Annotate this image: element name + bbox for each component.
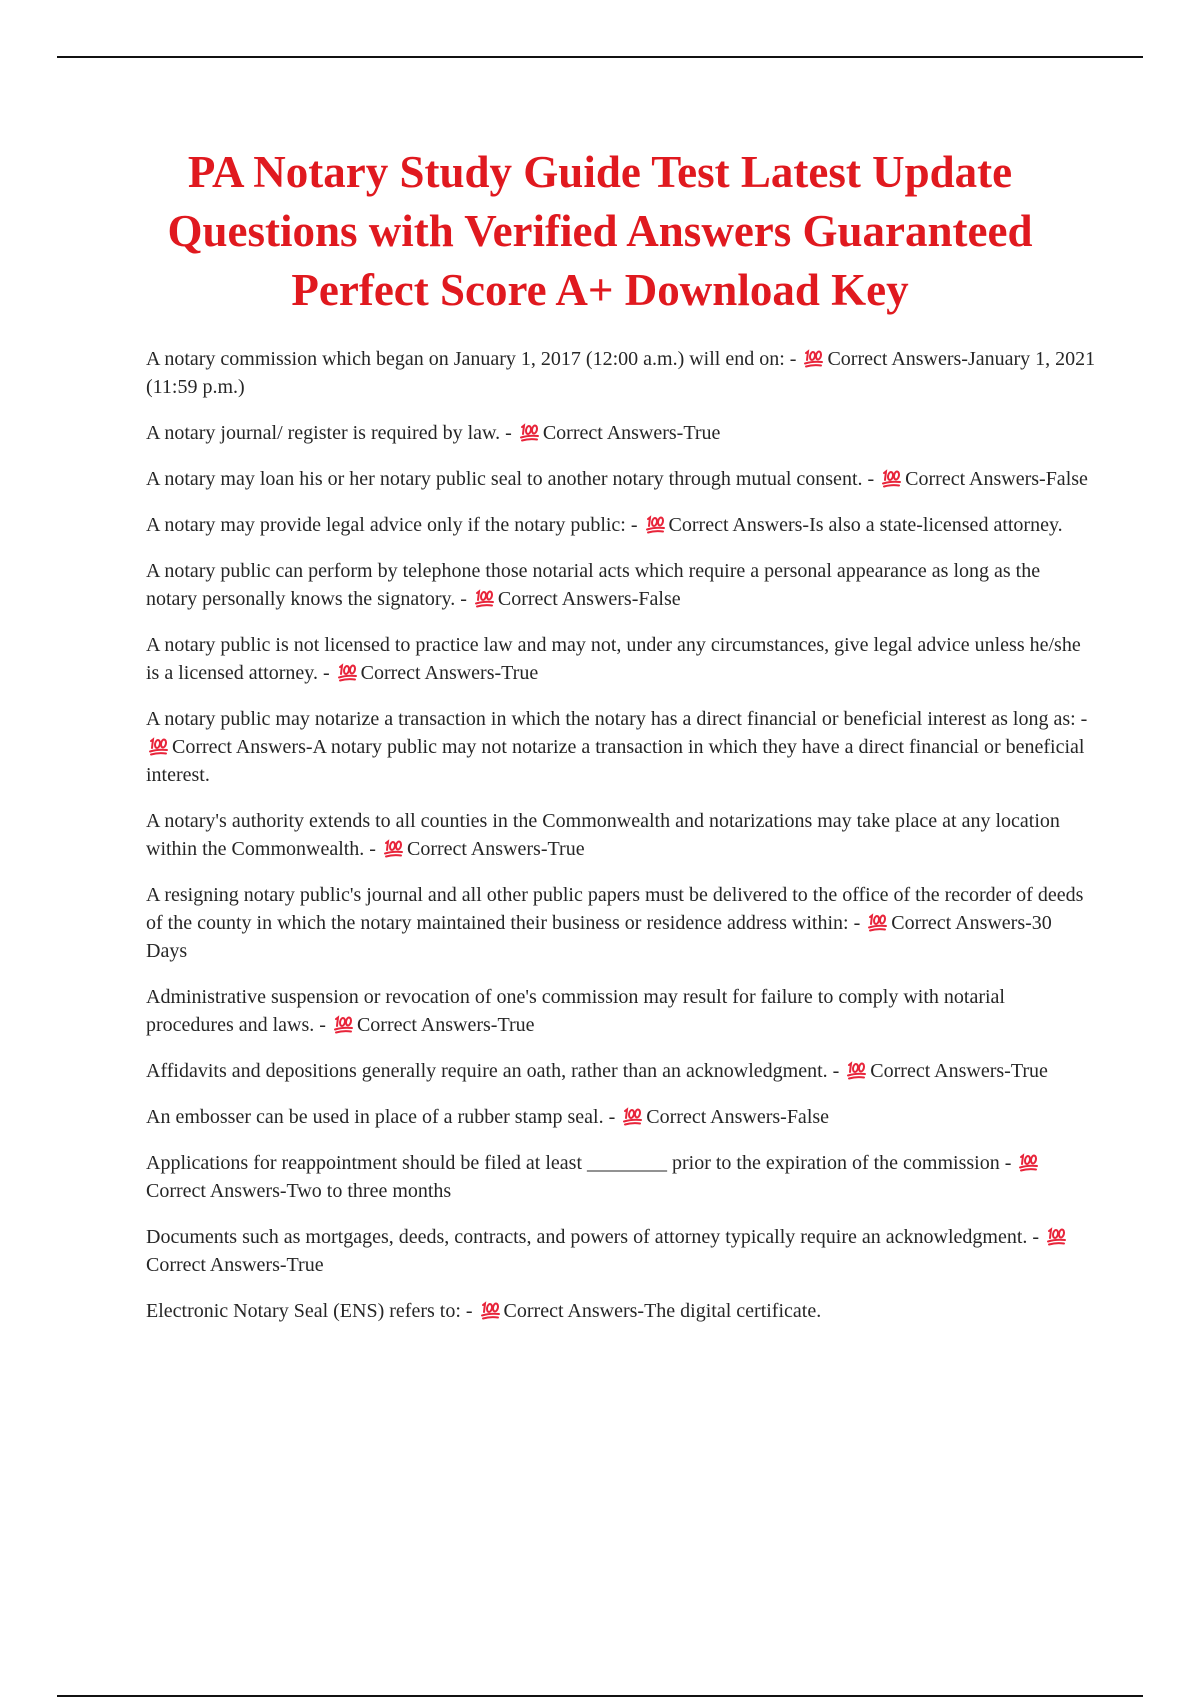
question-text: A notary public is not licensed to practice law and may not, under any circumstances, give legal advice unless he/she is a licensed attorney. - [146,634,1081,684]
list-item [146,1223,1096,1279]
question-answer-list [146,345,1096,1343]
answer-prefix: Correct Answers- [827,348,968,370]
question-text: A resigning notary public's journal and all other public papers must be delivered to the office of the recorder of deeds of the county in which the notary maintained their business or residence address within: - [146,884,1084,934]
list-item [146,419,1096,447]
hundred-points-icon [519,422,540,442]
hundred-points-icon [148,736,169,756]
list-item [146,705,1096,789]
hundred-points-icon [1046,1226,1067,1246]
hundred-points-icon [337,662,358,682]
answer-text: 30 Days [146,912,1052,962]
question-text: A notary public can perform by telephone those notarial acts which require a personal appearance as long as the notary personally knows the signatory. - [146,560,1041,610]
bottom-rule [57,1695,1143,1697]
question-text: Electronic Notary Seal (ENS) refers to: - [146,1300,473,1322]
answer-prefix: Correct Answers- [503,1300,645,1322]
answer-text: True [501,662,539,684]
hundred-points-icon [846,1060,867,1080]
answer-prefix: Correct Answers- [360,662,502,684]
list-item [146,345,1096,401]
hundred-points-icon [803,348,824,368]
list-item [146,983,1096,1039]
answer-prefix: Correct Answers- [406,838,548,860]
answer-text: True [547,838,585,860]
answer-prefix: Correct Answers- [891,912,1032,934]
list-item [146,557,1096,613]
answer-prefix: Correct Answers- [497,588,639,610]
hundred-points-icon [645,514,666,534]
question-text: A notary's authority extends to all counties in the Commonwealth and notarizations may take place at any location within the Commonwealth. - [146,810,1060,860]
question-text: An embosser can be used in place of a rubber stamp seal. - [146,1106,616,1128]
answer-prefix: Correct Answers- [356,1014,498,1036]
list-item [146,807,1096,863]
answer-text: January 1, 2021 (11:59 p.m.) [146,348,1096,398]
answer-text: False [786,1106,830,1128]
answer-text: Two to three months [286,1180,452,1202]
answer-text: A notary public may not notarize a transaction in which they have a direct financial or beneficial interest. [146,736,1085,786]
hundred-points-icon [622,1106,643,1126]
list-item [146,511,1096,539]
question-text: A notary commission which began on January 1, 2017 (12:00 a.m.) will end on: - [146,348,797,370]
answer-text: True [683,422,721,444]
question-text: Documents such as mortgages, deeds, contracts, and powers of attorney typically require an acknowledgment. - [146,1226,1040,1248]
answer-prefix: Correct Answers- [870,1060,1011,1082]
page-title: PA Notary Study Guide Test Latest Update Questions with Verified Answers Guaranteed Perfect Score A+ Download Key [167,147,1033,315]
answer-prefix: Correct Answers- [542,422,684,444]
question-text: A notary journal/ register is required by law. - [146,422,512,444]
list-item [146,631,1096,687]
list-item [146,465,1096,493]
answer-text: False [638,588,681,610]
hundred-points-icon [1018,1152,1039,1172]
hundred-points-icon [867,912,888,932]
list-item [146,1297,1096,1325]
question-text: A notary may loan his or her notary public seal to another notary through mutual consent. - [146,468,875,490]
question-text: Affidavits and depositions generally require an oath, rather than an acknowledgment. - [146,1060,840,1082]
answer-prefix: Correct Answers- [146,1254,287,1276]
hundred-points-icon [881,468,902,488]
hundred-points-icon [383,838,404,858]
question-text: A notary public may notarize a transaction in which the notary has a direct financial or beneficial interest as long as: - [146,708,1088,730]
list-item [146,881,1096,965]
question-text: Administrative suspension or revocation of one's commission may result for failure to comply with notarial procedures and laws. - [146,986,1005,1036]
answer-prefix: Correct Answers- [905,468,1046,490]
answer-prefix: Correct Answers- [172,736,313,758]
question-text: Applications for reappointment should be filed at least ________ prior to the expiration of the commission - [146,1152,1012,1174]
hundred-points-icon [333,1014,354,1034]
hundred-points-icon [474,588,495,608]
answer-text: Is also a state-licensed attorney. [809,514,1063,536]
answer-text: The digital certificate. [644,1300,822,1322]
list-item [146,1103,1096,1131]
answer-prefix: Correct Answers- [668,514,810,536]
top-rule [57,56,1143,58]
answer-text: True [497,1014,535,1036]
list-item [146,1057,1096,1085]
answer-text: False [1045,468,1088,490]
question-text: A notary may provide legal advice only if the notary public: - [146,514,638,536]
answer-prefix: Correct Answers- [646,1106,787,1128]
answer-text: True [286,1254,324,1276]
list-item [146,1149,1096,1205]
hundred-points-icon [480,1300,501,1320]
answer-prefix: Correct Answers- [146,1180,287,1202]
answer-text: True [1010,1060,1048,1082]
